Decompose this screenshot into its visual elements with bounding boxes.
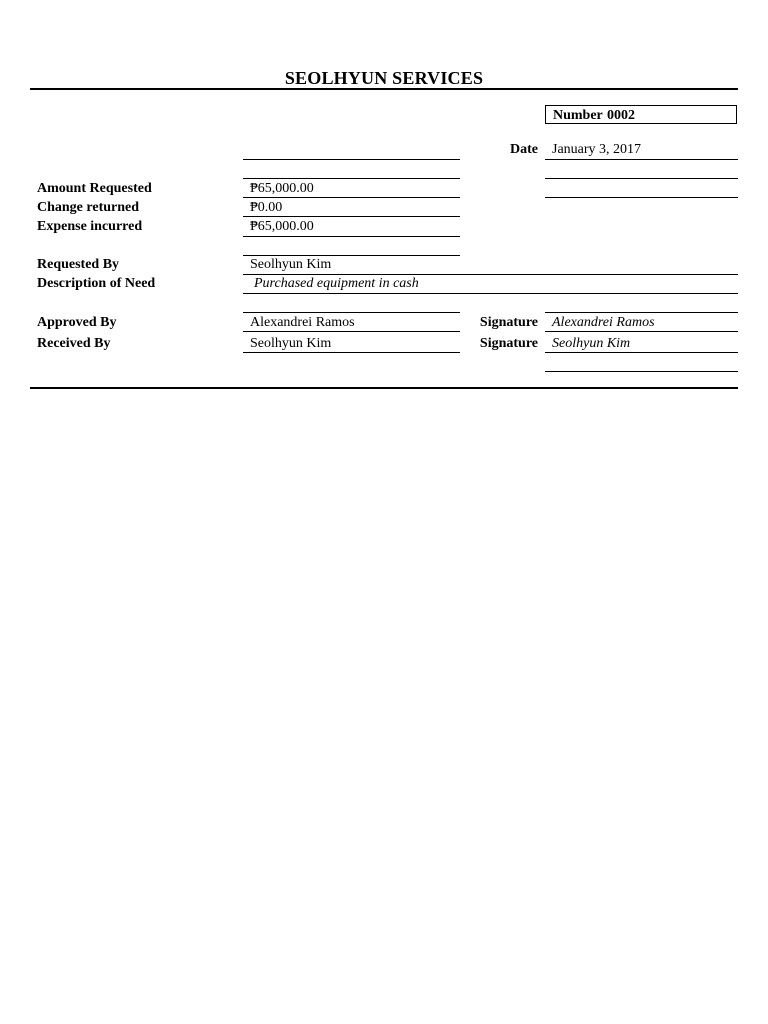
blank-line xyxy=(545,371,738,372)
requested-by-label: Requested By xyxy=(37,257,120,272)
date-underline xyxy=(545,159,738,160)
approved-signature-value: Alexandrei Ramos xyxy=(552,315,655,330)
description-value: Purchased equipment in cash xyxy=(254,276,419,291)
title-divider xyxy=(30,88,738,90)
approved-by-underline xyxy=(243,331,460,332)
description-label: Description of Need xyxy=(37,276,156,291)
approved-signature-underline xyxy=(545,331,738,332)
change-returned-label: Change returned xyxy=(37,200,140,215)
voucher-number-value: 0002 xyxy=(606,108,635,123)
blank-line xyxy=(243,312,460,313)
bottom-divider xyxy=(30,387,738,389)
received-signature-label: Signature xyxy=(479,336,538,351)
received-by-underline xyxy=(243,352,460,353)
approved-by-value: Alexandrei Ramos xyxy=(250,315,355,330)
requested-by-underline xyxy=(243,274,738,275)
blank-line xyxy=(545,178,738,179)
expense-incurred-value: ₱65,000.00 xyxy=(250,219,314,234)
received-by-value: Seolhyun Kim xyxy=(250,336,332,351)
change-returned-value: ₱0.00 xyxy=(250,200,283,215)
description-underline xyxy=(243,293,738,294)
blank-line xyxy=(243,159,460,160)
date-value: January 3, 2017 xyxy=(552,142,642,157)
expense-incurred-underline xyxy=(243,236,460,237)
amount-requested-underline xyxy=(243,197,460,198)
approved-by-label: Approved By xyxy=(37,315,117,330)
voucher-number-label: Number xyxy=(553,108,603,123)
requested-by-value: Seolhyun Kim xyxy=(250,257,332,272)
change-returned-underline xyxy=(243,216,460,217)
approved-signature-label: Signature xyxy=(479,315,538,330)
voucher-number-box xyxy=(545,105,737,124)
blank-line xyxy=(243,255,460,256)
received-signature-value: Seolhyun Kim xyxy=(552,336,631,351)
date-label: Date xyxy=(510,142,538,157)
expense-incurred-label: Expense incurred xyxy=(37,219,143,234)
amount-requested-label: Amount Requested xyxy=(37,181,152,196)
blank-line xyxy=(243,178,460,179)
received-signature-underline xyxy=(545,352,738,353)
received-by-label: Received By xyxy=(37,336,111,351)
blank-line xyxy=(545,197,738,198)
blank-line xyxy=(545,312,738,313)
amount-requested-value: ₱65,000.00 xyxy=(250,181,314,196)
company-title: SEOLHYUN SERVICES xyxy=(284,68,484,88)
